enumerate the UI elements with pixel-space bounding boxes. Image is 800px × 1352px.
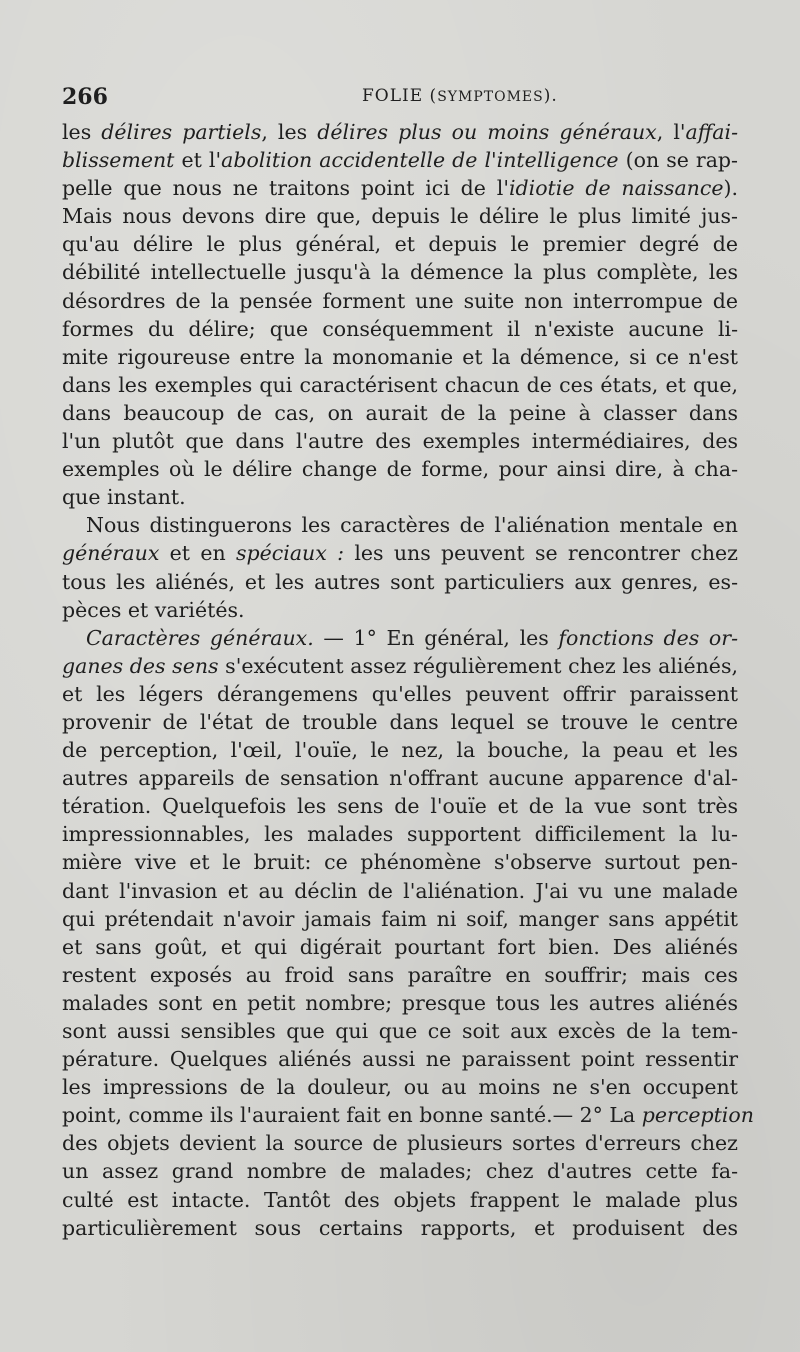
text-line	[62, 511, 738, 539]
text-segment: désordres de la pensée forment une suite non interrompue de	[62, 288, 738, 313]
running-title-tail: ).	[543, 86, 558, 106]
text-segment: pelle que nous ne traitons point ici de l'	[62, 176, 509, 201]
italic-text: spéciaux :	[236, 541, 345, 566]
text-line	[62, 792, 738, 820]
italic-text: perception	[641, 1103, 754, 1128]
text-segment: sont aussi sensibles que qui que ce soit aux excès de la tem-	[62, 1019, 738, 1043]
text-line	[62, 652, 738, 680]
text-segment: et l'	[174, 148, 222, 173]
text-segment: dans les exemples qui caractérisent chacun de ces états, et que,	[62, 372, 738, 397]
text-segment: pérature. Quelques aliénés aussi ne paraissent point ressentir	[62, 1047, 738, 1072]
text-segment: , les	[261, 120, 318, 144]
text-segment: tous les aliénés, et les autres sont particuliers aux genres, es-	[62, 569, 738, 594]
text-segment: de perception, l'œil, l'ouïe, le nez, la bouche, la peau et les	[62, 738, 738, 763]
text-line	[62, 287, 738, 315]
text-line	[62, 708, 738, 736]
text-line	[62, 961, 738, 989]
text-segment: et sans goût, et qui digérait pourtant fort bien. Des aliénés	[62, 934, 738, 959]
italic-text: délires partiels	[101, 120, 262, 144]
text-segment: des objets devient la source de plusieurs sortes d'erreurs chez	[62, 1131, 738, 1156]
text-line	[62, 1186, 738, 1214]
italic-text: généraux	[62, 541, 160, 566]
text-segment: point, comme ils l'auraient fait en bonne santé.— 2° La	[62, 1103, 642, 1128]
text-line	[62, 146, 738, 174]
text-line	[62, 343, 738, 371]
text-line	[62, 736, 738, 764]
italic-text: Caractères généraux.	[86, 625, 314, 650]
text-segment: impressionnables, les malades supportent difficilement la lu-	[62, 822, 738, 847]
text-line	[62, 680, 738, 708]
text-line	[62, 568, 738, 596]
text-line	[62, 1157, 738, 1185]
text-line	[62, 399, 738, 427]
text-line	[62, 989, 738, 1017]
text-line	[62, 539, 738, 567]
text-line	[62, 174, 738, 202]
text-line	[62, 877, 738, 905]
text-segment: les	[62, 120, 102, 144]
text-line	[62, 764, 738, 792]
text-line	[62, 1045, 738, 1073]
text-line	[62, 1129, 738, 1157]
text-segment: tération. Quelquefois les sens de l'ouïe et de la vue sont très	[62, 794, 738, 819]
text-line	[62, 1073, 738, 1101]
text-line	[62, 1017, 738, 1045]
italic-text: idiotie de naissance	[508, 176, 724, 201]
text-segment: formes du délire; que conséquemment il n'existe aucune li-	[62, 316, 738, 341]
text-segment: ).	[723, 176, 738, 201]
text-line	[62, 848, 738, 876]
text-segment: provenir de l'état de trouble dans lequel se trouve le centre	[62, 709, 738, 734]
text-line	[62, 483, 738, 511]
text-segment: qu'au délire le plus général, et depuis le premier degré de	[62, 232, 738, 257]
running-title	[362, 86, 558, 106]
italic-text: abolition accidentelle de l'intelligence	[221, 148, 619, 173]
text-segment: mite rigoureuse entre la monomanie et la démence, si ce n'est	[62, 344, 738, 369]
text-segment: Mais nous devons dire que, depuis le délire le plus limité jus-	[62, 204, 738, 229]
text-segment: — 1° En général, les	[313, 625, 559, 650]
text-segment: l'un plutôt que dans l'autre des exemples intermédiaires, des	[62, 429, 738, 454]
text-segment: et les légers dérangemens qu'elles peuvent offrir paraissent	[62, 681, 738, 706]
text-segment: pèces et variétés.	[62, 597, 245, 622]
italic-text: ganes des sens	[62, 653, 219, 678]
text-segment: malades sont en petit nombre; presque tous les autres aliénés	[62, 990, 738, 1015]
text-segment: que instant.	[62, 485, 186, 510]
text-segment: débilité intellectuelle jusqu'à la démence la plus complète, les	[62, 260, 738, 285]
text-line	[62, 427, 738, 455]
italic-text: fonctions des or-	[558, 625, 739, 650]
body-text	[62, 118, 754, 1242]
italic-text: affai-	[685, 120, 738, 144]
text-line	[62, 371, 738, 399]
text-segment: Nous distinguerons les caractères de l'aliénation mentale en	[86, 513, 738, 538]
text-line	[62, 596, 738, 624]
text-line	[62, 455, 738, 483]
text-segment: mière vive et le bruit: ce phénomène s'observe surtout pen-	[62, 850, 738, 875]
text-line	[62, 905, 738, 933]
text-segment: , l'	[656, 120, 686, 144]
italic-text: blissement	[62, 148, 175, 173]
text-segment: autres appareils de sensation n'offrant aucune apparence d'al-	[62, 766, 738, 791]
page-header	[62, 84, 738, 114]
text-line	[62, 624, 738, 652]
text-line	[62, 202, 738, 230]
text-segment: dant l'invasion et au déclin de l'aliénation. J'ai vu une malade	[62, 878, 738, 903]
text-line	[62, 258, 738, 286]
running-title-small-caps: SYMPTOMES	[437, 89, 544, 105]
text-segment: s'exécutent assez régulièrement chez les aliénés,	[218, 653, 738, 678]
text-segment: exemples où le délire change de forme, pour ainsi dire, à cha-	[62, 457, 738, 482]
text-line	[62, 1214, 738, 1242]
text-line	[62, 1101, 754, 1129]
text-segment: et en	[159, 541, 236, 566]
text-segment: dans beaucoup de cas, on aurait de la peine à classer dans	[62, 400, 738, 425]
text-line	[62, 118, 738, 146]
running-title-lead: FOLIE (	[362, 86, 438, 106]
text-line	[62, 820, 738, 848]
text-line	[62, 315, 738, 343]
text-line	[62, 230, 738, 258]
text-segment: culté est intacte. Tantôt des objets frappent le malade plus	[62, 1187, 738, 1212]
text-segment: les impressions de la douleur, ou au moins ne s'en occupent	[62, 1075, 738, 1100]
text-segment: (on se rap-	[618, 148, 738, 173]
text-line	[62, 933, 738, 961]
text-segment: particulièrement sous certains rapports, et produisent des	[62, 1215, 738, 1240]
page-number: 266	[62, 84, 108, 110]
text-segment: qui prétendait n'avoir jamais faim ni soif, manger sans appétit	[62, 906, 738, 931]
text-segment: les uns peuvent se rencontrer chez	[344, 541, 738, 566]
text-segment: restent exposés au froid sans paraître en souffrir; mais ces	[62, 962, 738, 987]
text-segment: un assez grand nombre de malades; chez d'autres cette fa-	[62, 1159, 738, 1184]
italic-text: délires plus ou moins généraux	[317, 120, 657, 144]
